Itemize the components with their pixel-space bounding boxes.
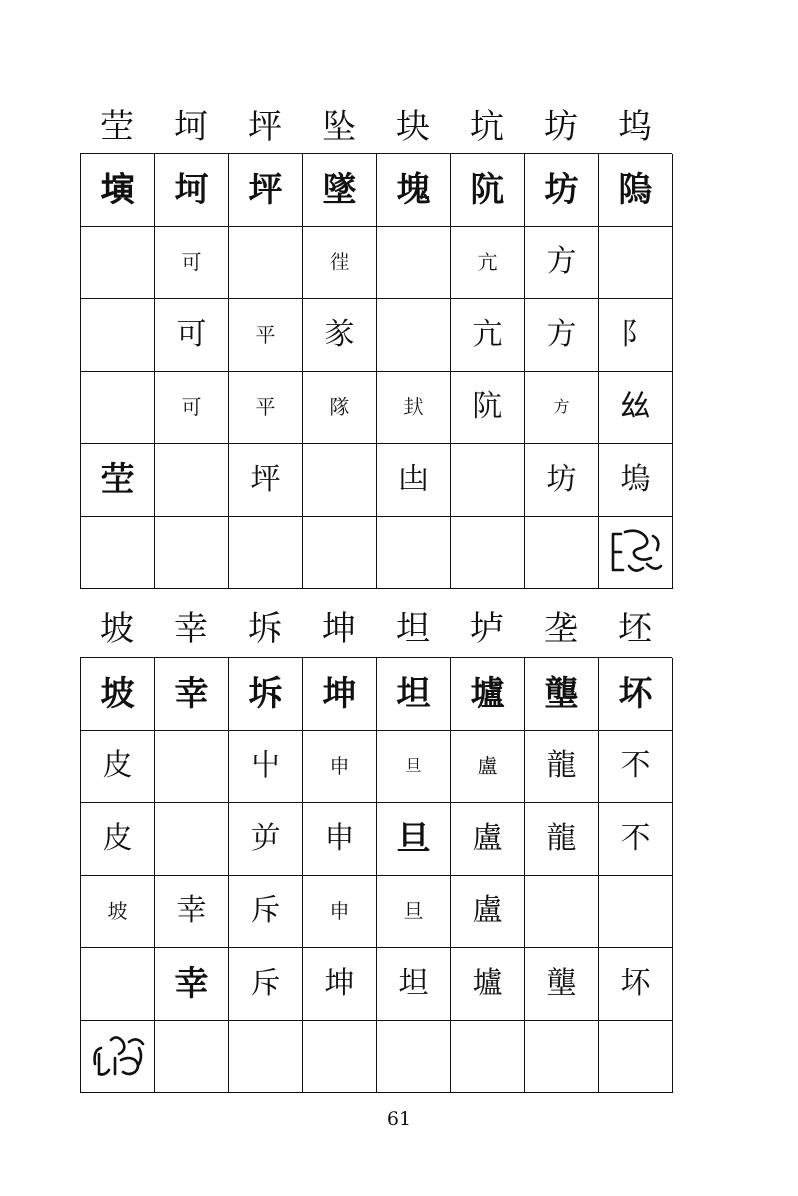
glyph-cell: 坤	[303, 948, 377, 1021]
header-char: 坠	[322, 107, 356, 147]
glyph-cell: 塢	[599, 444, 673, 517]
glyph-cell: 坪	[229, 154, 303, 227]
glyph-cell	[303, 517, 377, 590]
header-char: 坯	[618, 609, 652, 649]
glyph-cell	[525, 517, 599, 590]
glyph-cell: 𢆶	[599, 372, 673, 445]
header-char: 茔	[100, 107, 134, 147]
glyph-cell: 盧	[451, 731, 525, 804]
header-char: 坷	[174, 107, 208, 147]
glyph-cell: 方	[525, 227, 599, 300]
section2-glyph-table	[80, 657, 672, 1093]
glyph-cell: 皮	[81, 731, 155, 804]
glyph-cell	[451, 1021, 525, 1094]
glyph-cell	[155, 803, 229, 876]
glyph-cell: 坏	[599, 948, 673, 1021]
glyph-cell	[377, 227, 451, 300]
seal-glyph-cell	[81, 1021, 155, 1094]
glyph-cell: 盧	[451, 803, 525, 876]
glyph-cell: 坡	[81, 658, 155, 731]
seal-script-mark	[89, 1030, 147, 1082]
header-char: 坑	[470, 107, 504, 147]
glyph-cell: 坪	[229, 444, 303, 517]
glyph-cell: 亢	[451, 227, 525, 300]
glyph-cell: 𡌤	[377, 372, 451, 445]
glyph-cell: 龍	[525, 803, 599, 876]
glyph-cell: 申	[303, 876, 377, 949]
glyph-cell: 平	[229, 372, 303, 445]
glyph-cell: 坡	[81, 876, 155, 949]
glyph-cell	[81, 372, 155, 445]
glyph-cell: 阬	[451, 154, 525, 227]
glyph-cell	[599, 1021, 673, 1094]
glyph-cell	[599, 227, 673, 300]
glyph-cell: 平	[229, 299, 303, 372]
header-char: 坼	[248, 609, 282, 649]
section2-header-row	[80, 607, 672, 651]
glyph-cell: 亢	[451, 299, 525, 372]
glyph-cell	[229, 227, 303, 300]
header-char: 垄	[544, 609, 578, 649]
glyph-cell: 幸	[155, 876, 229, 949]
glyph-cell: 阝	[599, 299, 673, 372]
glyph-cell: 斥	[229, 948, 303, 1021]
glyph-cell: 隊	[303, 372, 377, 445]
glyph-cell: 坷	[155, 154, 229, 227]
glyph-cell: 坦	[377, 658, 451, 731]
glyph-cell	[599, 876, 673, 949]
glyph-cell	[525, 1021, 599, 1094]
glyph-cell	[155, 517, 229, 590]
header-char: 块	[396, 107, 430, 147]
glyph-cell	[229, 517, 303, 590]
glyph-cell: 坤	[303, 658, 377, 731]
glyph-cell	[81, 227, 155, 300]
glyph-cell: 𡐔	[81, 154, 155, 227]
glyph-cell	[451, 444, 525, 517]
header-char: 垆	[470, 609, 504, 649]
glyph-cell: 幸	[155, 948, 229, 1021]
glyph-cell: 可	[155, 227, 229, 300]
glyph-cell	[525, 876, 599, 949]
glyph-cell: 坦	[377, 948, 451, 1021]
glyph-cell: 幸	[155, 658, 229, 731]
header-char: 坊	[544, 107, 578, 147]
section1-header-row	[80, 105, 672, 149]
glyph-cell: 墜	[303, 154, 377, 227]
glyph-cell	[155, 444, 229, 517]
glyph-cell	[229, 1021, 303, 1094]
header-char: 坪	[248, 107, 282, 147]
glyph-cell: 隖	[599, 154, 673, 227]
glyph-cell: 屮	[229, 731, 303, 804]
glyph-cell: 坊	[525, 154, 599, 227]
glyph-cell: 塊	[377, 154, 451, 227]
glyph-cell: 壟	[525, 948, 599, 1021]
glyph-cell: 旦	[377, 876, 451, 949]
seal-script-mark	[607, 526, 665, 578]
seal-glyph-cell	[599, 517, 673, 590]
glyph-cell: 壟	[525, 658, 599, 731]
glyph-cell: 方	[525, 299, 599, 372]
glyph-cell: 阬	[451, 372, 525, 445]
glyph-cell: 盧	[451, 876, 525, 949]
glyph-cell: 壚	[451, 658, 525, 731]
glyph-cell	[377, 299, 451, 372]
header-char: 坤	[322, 609, 356, 649]
glyph-cell: 可	[155, 299, 229, 372]
glyph-cell	[155, 731, 229, 804]
glyph-cell: 坼	[229, 658, 303, 731]
glyph-cell: 𢔎	[303, 227, 377, 300]
glyph-cell: 可	[155, 372, 229, 445]
glyph-cell: 壚	[451, 948, 525, 1021]
glyph-cell: 方	[525, 372, 599, 445]
glyph-cell: 旦	[377, 731, 451, 804]
glyph-cell: 申	[303, 731, 377, 804]
glyph-cell: 茔	[81, 444, 155, 517]
glyph-cell	[377, 1021, 451, 1094]
section1-glyph-table	[80, 153, 672, 589]
glyph-cell: 不	[599, 731, 673, 804]
glyph-cell	[155, 1021, 229, 1094]
glyph-cell: 皮	[81, 803, 155, 876]
glyph-cell	[451, 517, 525, 590]
glyph-cell: 㒸	[303, 299, 377, 372]
header-char: 坞	[618, 107, 652, 147]
glyph-cell: 坏	[599, 658, 673, 731]
glyph-cell: 斥	[229, 876, 303, 949]
glyph-cell	[377, 517, 451, 590]
glyph-cell: 不	[599, 803, 673, 876]
page-number: 61	[386, 1108, 412, 1130]
glyph-cell: 屰	[229, 803, 303, 876]
header-char: 坡	[100, 609, 134, 649]
glyph-cell: 凷	[377, 444, 451, 517]
glyph-cell	[81, 517, 155, 590]
glyph-cell	[303, 444, 377, 517]
glyph-cell	[81, 948, 155, 1021]
glyph-cell: 坊	[525, 444, 599, 517]
glyph-cell: 旦	[377, 803, 451, 876]
glyph-cell	[81, 299, 155, 372]
glyph-cell: 申	[303, 803, 377, 876]
header-char: 坦	[396, 609, 430, 649]
header-char: 幸	[174, 609, 208, 649]
glyph-cell: 龍	[525, 731, 599, 804]
glyph-cell	[303, 1021, 377, 1094]
